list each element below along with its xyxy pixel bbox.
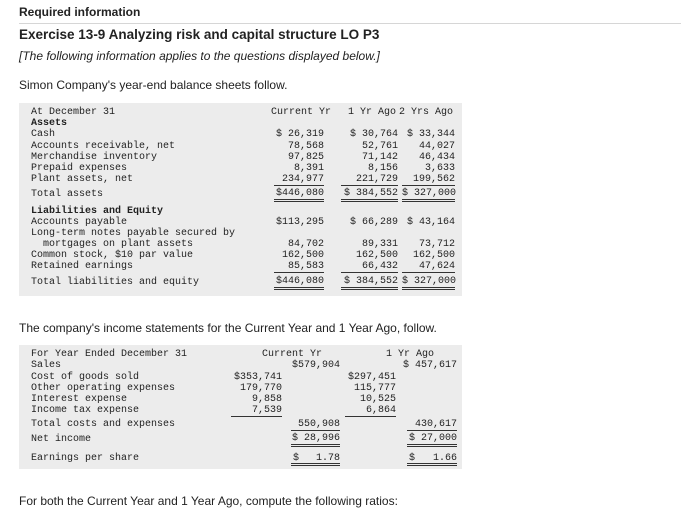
income-statement-table <box>19 345 462 469</box>
total-assets-2yr: $ 327,000 <box>402 188 455 202</box>
inventory-2yr: 46,434 <box>418 152 455 163</box>
plant-assets-1yr: 221,729 <box>341 174 398 186</box>
common-stock-2yr: 162,500 <box>412 250 455 261</box>
sales-current: $579,904 <box>291 360 340 371</box>
total-costs-label: Total costs and expenses <box>31 419 176 430</box>
total-assets-1yr: $ 384,552 <box>341 188 398 202</box>
sales-1yr: $ 457,617 <box>402 360 457 371</box>
plant-assets-current: 234,977 <box>274 174 324 186</box>
prepaid-2yr: 3,633 <box>424 163 455 174</box>
is-col-1yr: 1 Yr Ago <box>386 349 435 360</box>
retained-earnings-1yr: 66,432 <box>341 261 398 273</box>
eps-1yr-sign: $ <box>409 453 416 464</box>
total-le-1yr: $ 384,552 <box>341 276 398 290</box>
common-stock-current: 162,500 <box>281 250 324 261</box>
ar-1yr: 52,761 <box>361 141 398 152</box>
accounts-payable-2yr: $ 43,164 <box>406 217 455 228</box>
common-stock-label: Common stock, $10 par value <box>31 250 194 261</box>
eps-label: Earnings per share <box>31 453 140 464</box>
long-term-2yr: 73,712 <box>418 239 455 250</box>
eps-current-sign: $ <box>293 453 300 464</box>
total-liabilities-equity-label: Total liabilities and equity <box>31 277 200 288</box>
is-header-label: For Year Ended December 31 <box>31 349 188 360</box>
income-tax-1yr: 6,864 <box>345 405 396 417</box>
total-costs-current: 550,908 <box>291 419 340 431</box>
interest-expense-label: Interest expense <box>31 394 128 405</box>
long-term-notes-label: Long-term notes payable secured by <box>31 228 236 239</box>
bs-header-label: At December 31 <box>31 107 116 118</box>
inventory-current: 97,825 <box>287 152 324 163</box>
balance-sheet-intro: Simon Company's year-end balance sheets follow. <box>19 78 288 92</box>
total-assets-label: Total assets <box>31 189 104 200</box>
balance-sheet-table <box>19 103 462 296</box>
total-assets-current: $446,080 <box>274 188 324 202</box>
bs-col-2yr: 2 Yrs Ago <box>399 107 454 118</box>
total-le-2yr: $ 327,000 <box>402 276 455 290</box>
prepaid-1yr: 8,156 <box>367 163 398 174</box>
bs-col-current: Current Yr <box>271 107 332 118</box>
is-col-current: Current Yr <box>262 349 323 360</box>
long-term-current: 84,702 <box>287 239 324 250</box>
accounts-payable-label: Accounts payable <box>31 217 128 228</box>
cash-current: $ 26,319 <box>275 129 324 140</box>
accounts-payable-current: $113,295 <box>275 217 324 228</box>
income-statement-intro: The company's income statements for the Current Year and 1 Year Ago, follow. <box>19 321 437 335</box>
total-le-current: $446,080 <box>274 276 324 290</box>
interest-expense-current: 9,858 <box>251 394 282 405</box>
cash-1yr: $ 30,764 <box>349 129 398 140</box>
other-opex-current: 179,770 <box>239 383 282 394</box>
cash-2yr: $ 33,344 <box>406 129 455 140</box>
applies-note: [The following information applies to the questions displayed below.] <box>19 49 380 63</box>
retained-earnings-label: Retained earnings <box>31 261 134 272</box>
other-opex-label: Other operating expenses <box>31 383 176 394</box>
total-costs-1yr: 430,617 <box>407 419 457 431</box>
cogs-current: $353,741 <box>233 372 282 383</box>
assets-heading: Assets <box>31 118 68 129</box>
divider <box>19 23 681 24</box>
inventory-1yr: 71,142 <box>361 152 398 163</box>
net-income-label: Net income <box>31 434 92 445</box>
long-term-1yr: 89,331 <box>361 239 398 250</box>
compute-ratios-instruction: For both the Current Year and 1 Year Ago, compute the following ratios: <box>19 494 398 508</box>
required-information-heading: Required information <box>19 5 141 19</box>
ar-label: Accounts receivable, net <box>31 141 176 152</box>
bs-col-1yr: 1 Yr Ago <box>348 107 397 118</box>
prepaid-current: 8,391 <box>293 163 324 174</box>
income-tax-current: 7,539 <box>231 405 282 417</box>
liabilities-equity-heading: Liabilities and Equity <box>31 206 164 217</box>
interest-expense-1yr: 10,525 <box>359 394 396 405</box>
ar-2yr: 44,027 <box>418 141 455 152</box>
eps-current: 1.78 <box>315 453 340 464</box>
plant-assets-label: Plant assets, net <box>31 174 134 185</box>
accounts-payable-1yr: $ 66,289 <box>349 217 398 228</box>
cogs-label: Cost of goods sold <box>31 372 140 383</box>
cash-label: Cash <box>31 129 56 140</box>
plant-assets-2yr: 199,562 <box>402 174 455 186</box>
cogs-1yr: $297,451 <box>347 372 396 383</box>
retained-earnings-2yr: 47,624 <box>402 261 455 273</box>
mortgages-label: mortgages on plant assets <box>31 239 194 250</box>
net-income-1yr: $ 27,000 <box>407 433 457 447</box>
eps-1yr: 1.66 <box>432 453 457 464</box>
sales-label: Sales <box>31 360 62 371</box>
net-income-current: $ 28,996 <box>291 433 340 447</box>
prepaid-label: Prepaid expenses <box>31 163 128 174</box>
ar-current: 78,568 <box>287 141 324 152</box>
other-opex-1yr: 115,777 <box>353 383 396 394</box>
inventory-label: Merchandise inventory <box>31 152 158 163</box>
retained-earnings-current: 85,583 <box>274 261 324 273</box>
exercise-title: Exercise 13-9 Analyzing risk and capital structure LO P3 <box>19 27 380 42</box>
common-stock-1yr: 162,500 <box>355 250 398 261</box>
income-tax-label: Income tax expense <box>31 405 140 416</box>
